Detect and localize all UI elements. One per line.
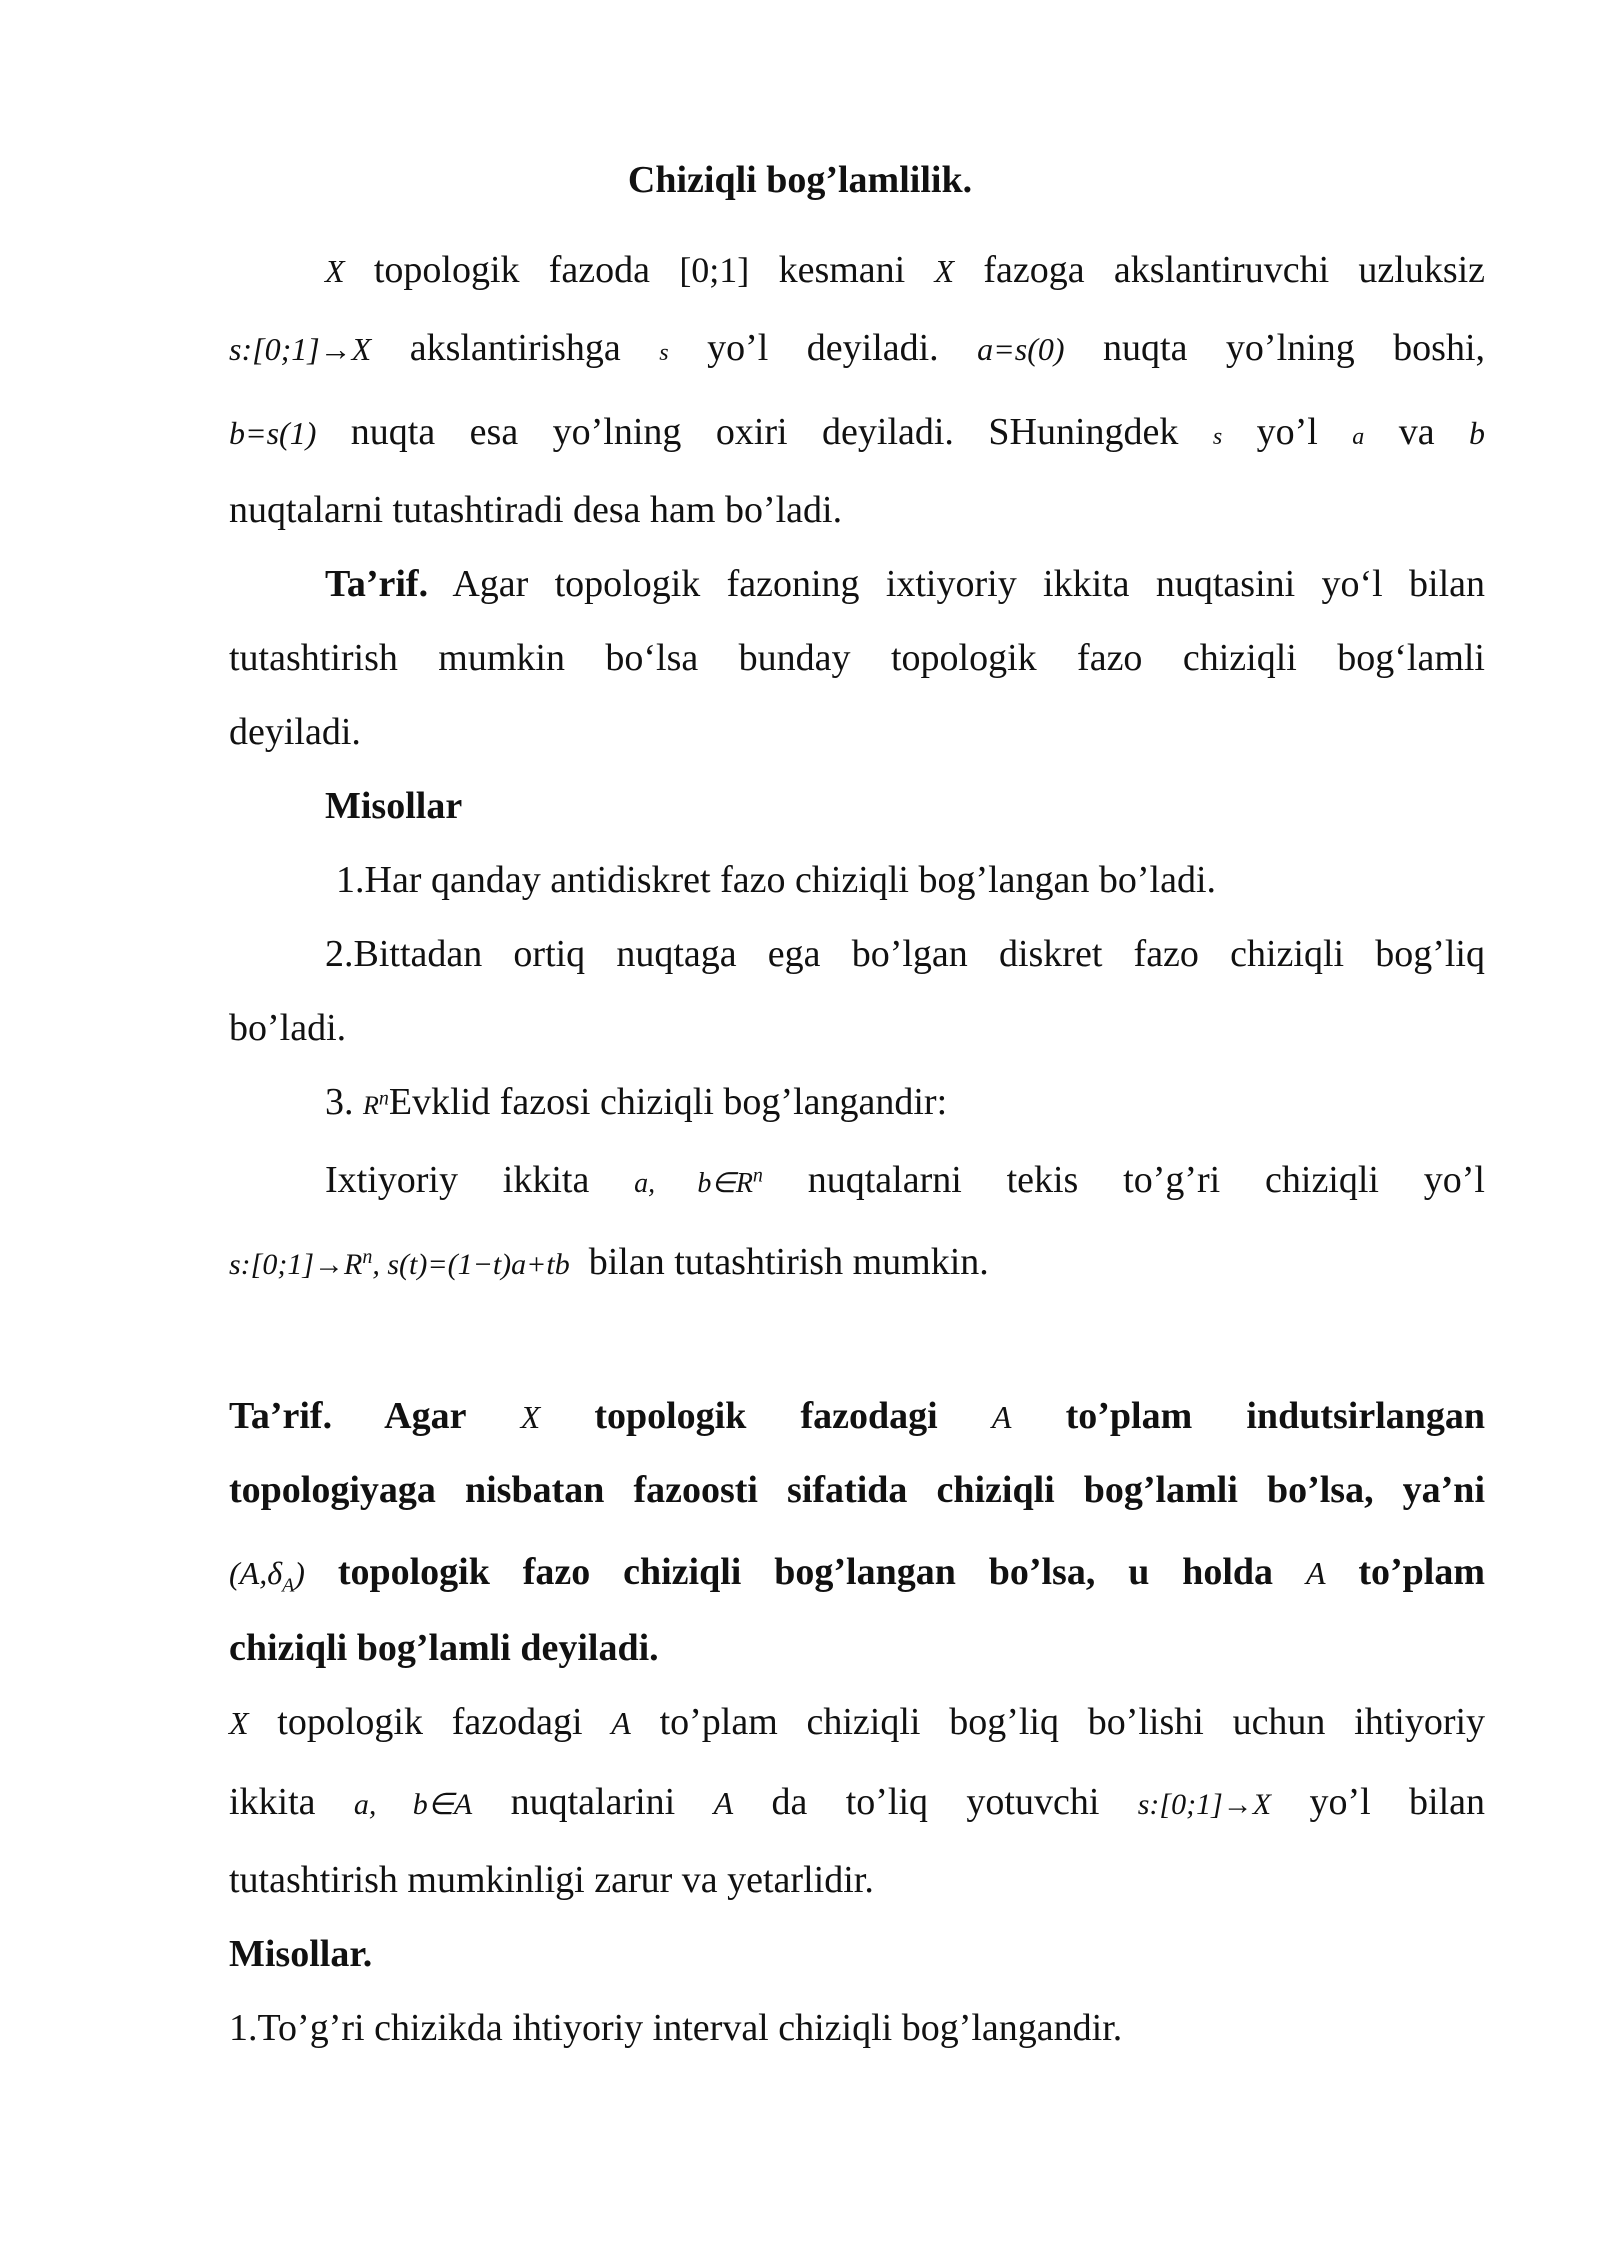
math-start-point: a=s(0): [977, 331, 1065, 367]
prop-line-1: X topologik fazodagi A to’plam chiziqli bog’liq bo’lishi uchun ihtiyoriy: [229, 1701, 1486, 1743]
math-s: s: [659, 340, 669, 366]
math-points-in-A: a, b∈A: [353, 1788, 473, 1821]
example-item-2-line-1: 2.Bittadan ortiq nuqtaga ega bo’lgan diskret fazo chiziqli bog’liq: [325, 933, 1485, 975]
prop-line-3: tutashtirish mumkinligi zarur va yetarlidir.: [229, 1859, 874, 1901]
math-points-in-Rn: a, $b\in R^n$: [634, 1164, 763, 1199]
def1-line-1: Ta’rif. Agar topologik fazoning ixtiyoriy ikkita nuqtasini yo‘l bilan: [325, 563, 1485, 605]
math-a: a: [1352, 424, 1365, 450]
math-path-map: s:[0;1]→X: [229, 331, 372, 367]
math-A: A: [1305, 1555, 1326, 1591]
examples-heading: Misollar: [325, 785, 463, 827]
math-straight-path: $s:[0;1]\to R^n$, s(t)=(1−t)a+tb: [229, 1246, 570, 1281]
def2-line-2: topologiyaga nisbatan fazoosti sifatida chiziqli bog’lamli bo’lsa, ya’ni: [229, 1469, 1485, 1511]
p1-line-3: b=s(1) nuqta esa yo’lning oxiri deyiladi. SHuningdek s yo’l a va b: [229, 411, 1485, 453]
math-X: X: [325, 253, 345, 289]
math-subspace: $(A,\delta_A)$: [229, 1555, 305, 1597]
example-item-2-line-2: bo’ladi.: [229, 1007, 347, 1049]
def2-line-1: Ta’rif. Agar X topologik fazodagi A to’plam indutsirlangan: [229, 1395, 1486, 1437]
math-s: s: [1212, 424, 1223, 450]
example-item-3-line-2: Ixtiyoriy ikkita a, $b\in R^n$ nuqtalarni tekis to’g’ri chiziqli yo’l: [325, 1159, 1485, 1201]
example-2-item-1: 1.To’g’ri chizikda ihtiyoriy interval chiziqli bog’langandir.: [229, 2007, 1123, 2049]
math-b: b: [1469, 415, 1485, 451]
examples-2-heading: Misollar.: [229, 1933, 373, 1975]
def1-line-2: tutashtirish mumkin bo‘lsa bunday topologik fazo chiziqli bog‘lamli: [229, 637, 1485, 679]
def1-line-3: deyiladi.: [229, 711, 361, 753]
example-item-3: 3. $R^nEvklid$ fazosi chiziqli bog’langandir:: [325, 1081, 948, 1123]
math-X: X: [520, 1399, 541, 1435]
example-item-3-line-3: $s:[0;1]\to R^n$, s(t)=(1−t)a+tb bilan tutashtirish mumkin.: [229, 1241, 989, 1283]
math-X: X: [934, 253, 955, 289]
math-path-map: s:[0;1]→X: [1137, 1788, 1272, 1821]
p1-line-4: nuqtalarni tutashtiradi desa ham bo’ladi.: [229, 489, 843, 531]
p1-line-2: s:[0;1]→X akslantirishga s yo’l deyiladi. a=s(0) nuqta yo’lning boshi,: [229, 327, 1486, 369]
math-interval: [0;1]: [679, 250, 750, 290]
math-A: A: [713, 1785, 734, 1821]
math-A: A: [991, 1399, 1012, 1435]
p1-line-1: X topologik fazoda [0;1] kesmani X fazoga akslantiruvchi uzluksiz: [325, 249, 1486, 291]
math-end-point: b=s(1): [229, 415, 317, 451]
def2-line-3: $(A,\delta_A)$ topologik fazo chiziqli bog’langan bo’lsa, u holda A to’plam: [229, 1551, 1486, 1597]
def2-line-4: chiziqli bog’lamli deyiladi.: [229, 1627, 659, 1669]
math-A: A: [611, 1705, 631, 1741]
document-title: Chiziqli bog’lamlilik.: [627, 159, 973, 201]
math-X: X: [229, 1705, 249, 1741]
example-item-1: 1.Har qanday antidiskret fazo chiziqli bog’langan bo’ladi.: [336, 859, 1217, 901]
math-Rn: $R^n$: [363, 1087, 389, 1120]
prop-line-2: ikkita a, b∈A nuqtalarini A da to’liq yotuvchi s:[0;1]→X yo’l bilan: [229, 1781, 1485, 1823]
